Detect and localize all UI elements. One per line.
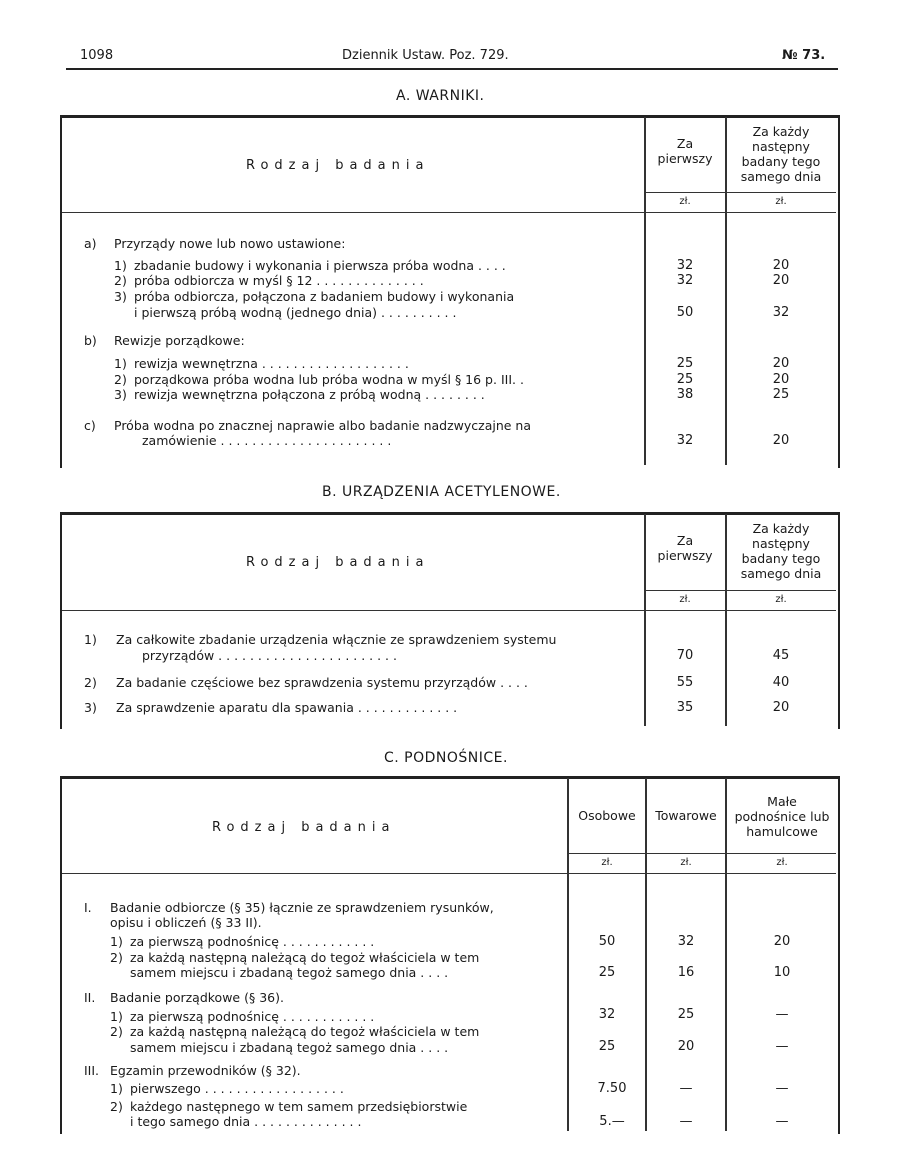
section-a-col-first-header: Za pierwszy <box>657 136 713 166</box>
section-b-col-first-header: Za pierwszy <box>657 533 713 563</box>
row-text: Badanie porządkowe (§ 36). <box>110 990 284 1005</box>
section-b-header-rule <box>62 610 836 611</box>
first-fee: 32 <box>676 433 694 448</box>
towarowe-fee: 20 <box>677 1039 695 1054</box>
row-label: 2) <box>110 1099 123 1114</box>
section-c-col-male-header: Małe podnośnice lub hamulcowe <box>734 794 830 839</box>
next-fee: 20 <box>772 273 790 288</box>
row-text-cont: zamówienie . . . . . . . . . . . . . . . . . . . . . . <box>142 433 392 448</box>
row-text: pierwszego . . . . . . . . . . . . . . . . . . <box>130 1081 344 1096</box>
next-fee: 20 <box>772 700 790 715</box>
row-text: rewizja wewnętrzna . . . . . . . . . . . . . . . . . . . <box>134 356 409 371</box>
row-text: za każdą następną należącą do tegoż właściciela w tem <box>130 1024 480 1039</box>
first-fee: 50 <box>676 305 694 320</box>
row-label: 2) <box>114 273 127 288</box>
first-fee: 32 <box>676 273 694 288</box>
row-text: porządkowa próba wodna lub próba wodna w myśl § 16 p. III. . <box>134 372 524 387</box>
row-text: za każdą następną należącą do tegoż właściciela w tem <box>130 950 480 965</box>
next-fee: 25 <box>772 387 790 402</box>
section-b-column-caption: Rodzaj badania <box>246 555 430 570</box>
section-b-unit: zł. <box>775 594 787 605</box>
osobowe-fee: 32 <box>598 1007 616 1022</box>
row-label: b) <box>84 333 97 348</box>
section-a-title: A. WARNIKI. <box>396 88 485 104</box>
section-b-title: B. URZĄDZENIA ACETYLENOWE. <box>322 484 561 500</box>
row-label: 1) <box>110 934 123 949</box>
row-text: za pierwszą podnośnicę . . . . . . . . . . . . <box>130 934 375 949</box>
towarowe-fee: 25 <box>677 1007 695 1022</box>
row-label: 3) <box>114 289 127 304</box>
section-a-unit: zł. <box>679 196 691 207</box>
male-fee: — <box>775 1039 789 1054</box>
section-c-column-caption: Rodzaj badania <box>212 820 396 835</box>
row-text-cont: samem miejscu i zbadaną tegoż samego dnia . . . . <box>130 965 449 980</box>
first-fee: 35 <box>676 700 694 715</box>
row-text-cont: przyrządów . . . . . . . . . . . . . . . . . . . . . . . <box>142 648 397 663</box>
row-text: Egzamin przewodników (§ 32). <box>110 1063 301 1078</box>
row-text: za pierwszą podnośnicę . . . . . . . . . . . . <box>130 1009 375 1024</box>
section-b-col-divider <box>644 514 646 726</box>
row-text: zbadanie budowy i wykonania i pierwsza próba wodna . . . . <box>134 258 506 273</box>
section-c-col-osobowe-header: Osobowe <box>578 808 636 823</box>
row-text-cont: i pierwszą próbą wodną (jednego dnia) . . . . . . . . . . <box>134 305 457 320</box>
row-text: każdego następnego w tem samem przedsiębiorstwie <box>130 1099 468 1114</box>
towarowe-fee: — <box>679 1081 693 1096</box>
row-text-cont: i tego samego dnia . . . . . . . . . . . . . . <box>130 1114 362 1129</box>
row-text: Za badanie częściowe bez sprawdzenia systemu przyrządów . . . . <box>116 675 528 690</box>
section-b-col-divider <box>725 514 727 726</box>
section-c-col-towarowe-header: Towarowe <box>655 808 717 823</box>
next-fee: 20 <box>772 372 790 387</box>
row-text: Przyrządy nowe lub nowo ustawione: <box>114 236 346 251</box>
next-fee: 45 <box>772 648 790 663</box>
section-a-col-divider <box>644 117 646 465</box>
next-fee: 20 <box>772 356 790 371</box>
section-a-column-caption: Rodzaj badania <box>246 158 430 173</box>
section-c-title: C. PODNOŚNICE. <box>384 750 508 766</box>
section-a-unit: zł. <box>775 196 787 207</box>
first-fee: 38 <box>676 387 694 402</box>
row-text: Za całkowite zbadanie urządzenia włącznie ze sprawdzeniem systemu <box>116 632 557 647</box>
first-fee: 55 <box>676 675 694 690</box>
next-fee: 32 <box>772 305 790 320</box>
row-label: 2) <box>110 950 123 965</box>
section-c-col-divider <box>645 778 647 1131</box>
row-text: próba odbiorcza, połączona z badaniem budowy i wykonania <box>134 289 515 304</box>
section-a-col-divider <box>725 117 727 465</box>
section-c-unit: zł. <box>680 857 692 868</box>
next-fee: 40 <box>772 675 790 690</box>
section-a-unit-rule <box>644 192 836 193</box>
row-label: III. <box>84 1063 100 1078</box>
section-c-unit: zł. <box>776 857 788 868</box>
section-c-unit-rule <box>567 853 836 854</box>
row-text: Rewizje porządkowe: <box>114 333 245 348</box>
row-text: Za sprawdzenie aparatu dla spawania . . . . . . . . . . . . . <box>116 700 458 715</box>
row-label: 2) <box>84 675 97 690</box>
first-fee: 70 <box>676 648 694 663</box>
row-label: I. <box>84 900 92 915</box>
section-b-col-next-header: Za każdy następny badany tego samego dnia <box>740 521 822 581</box>
row-label: 1) <box>110 1081 123 1096</box>
towarowe-fee: 32 <box>677 934 695 949</box>
row-label: c) <box>84 418 96 433</box>
row-label: 2) <box>114 372 127 387</box>
section-c-unit: zł. <box>601 857 613 868</box>
issue-number: № 73. <box>782 48 826 63</box>
section-b-unit: zł. <box>679 594 691 605</box>
next-fee: 20 <box>772 433 790 448</box>
section-a-header-rule <box>62 212 836 213</box>
male-fee: — <box>775 1007 789 1022</box>
male-fee: — <box>775 1081 789 1096</box>
section-b-unit-rule <box>644 590 836 591</box>
page-number: 1098 <box>80 48 114 63</box>
row-text: Próba wodna po znacznej naprawie albo badanie nadzwyczajne na <box>114 418 531 433</box>
male-fee: 10 <box>773 965 791 980</box>
osobowe-fee: 5.— <box>599 1114 625 1129</box>
section-b-table <box>60 512 840 729</box>
row-label: 3) <box>84 700 97 715</box>
first-fee: 25 <box>676 372 694 387</box>
next-fee: 20 <box>772 258 790 273</box>
towarowe-fee: — <box>679 1114 693 1129</box>
male-fee: 20 <box>773 934 791 949</box>
osobowe-fee: 25 <box>598 965 616 980</box>
first-fee: 32 <box>676 258 694 273</box>
osobowe-fee: 7.50 <box>597 1081 627 1096</box>
osobowe-fee: 50 <box>598 934 616 949</box>
first-fee: 25 <box>676 356 694 371</box>
row-text: próba odbiorcza w myśl § 12 . . . . . . . . . . . . . . <box>134 273 424 288</box>
row-text-cont: opisu i obliczeń (§ 33 II). <box>110 915 262 930</box>
row-label: a) <box>84 236 97 251</box>
row-text: rewizja wewnętrzna połączona z próbą wodną . . . . . . . . <box>134 387 485 402</box>
row-label: 2) <box>110 1024 123 1039</box>
row-text-cont: samem miejscu i zbadaną tegoż samego dnia . . . . <box>130 1040 449 1055</box>
towarowe-fee: 16 <box>677 965 695 980</box>
section-a-col-next-header: Za każdy następny badany tego samego dnia <box>740 124 822 184</box>
header-rule <box>66 68 838 70</box>
section-c-col-divider <box>567 778 569 1131</box>
row-label: II. <box>84 990 96 1005</box>
row-label: 1) <box>114 258 127 273</box>
row-label: 1) <box>114 356 127 371</box>
section-c-col-divider <box>725 778 727 1131</box>
row-label: 1) <box>110 1009 123 1024</box>
row-label: 1) <box>84 632 97 647</box>
row-text: Badanie odbiorcze (§ 35) łącznie ze sprawdzeniem rysunków, <box>110 900 494 915</box>
section-c-header-rule <box>62 873 836 874</box>
row-label: 3) <box>114 387 127 402</box>
osobowe-fee: 25 <box>598 1039 616 1054</box>
male-fee: — <box>775 1114 789 1129</box>
journal-title: Dziennik Ustaw. Poz. 729. <box>342 48 509 63</box>
